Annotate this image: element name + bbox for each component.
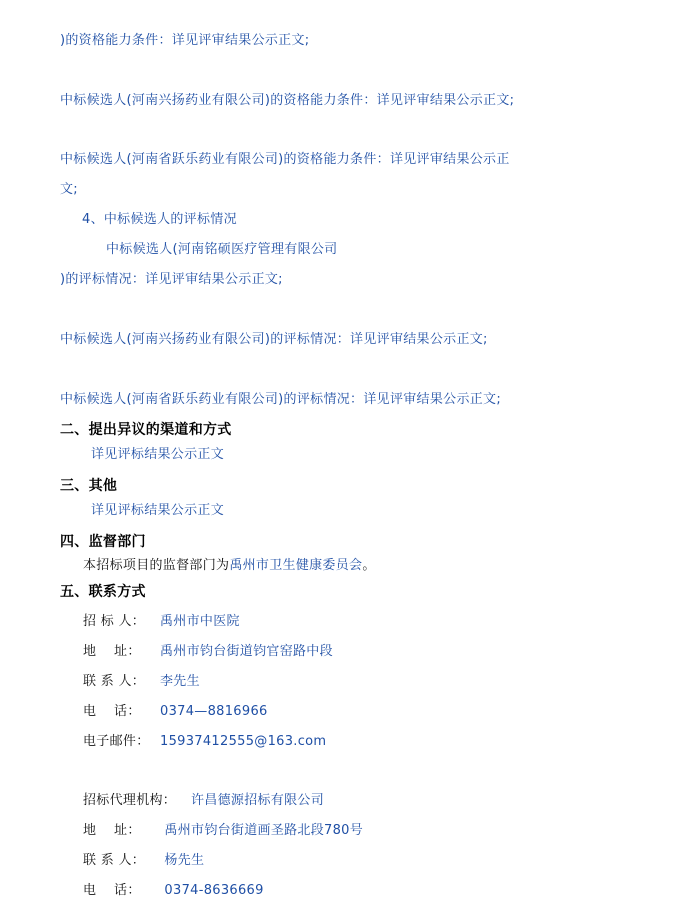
- qual-line-1: )的资格能力条件：详见评审结果公示正文;: [60, 33, 310, 48]
- qual-line-3b: 文;: [60, 182, 78, 197]
- section-3-heading: 三、其他: [60, 478, 118, 494]
- tenderer-phone-row: [83, 703, 268, 721]
- eval-line-4: 中标候选人(河南省跃乐药业有限公司)的评标情况：详见评审结果公示正文;: [60, 392, 502, 407]
- section-5-heading: 五、联系方式: [60, 584, 146, 600]
- section-4-heading: 四、监督部门: [60, 534, 146, 550]
- tenderer-contact-row: [83, 673, 200, 691]
- supervision-prefix: 本招标项目的监督部门为: [83, 558, 230, 573]
- tenderer-email-label: 电子邮件：: [83, 734, 150, 749]
- eval-line-1: 中标候选人(河南铭硕医疗管理有限公司: [106, 242, 338, 257]
- agency-name-label: 招标代理机构：: [83, 793, 177, 808]
- agency-contact-value: 杨先生: [160, 853, 205, 868]
- agency-address-label: 地 址：: [83, 823, 141, 838]
- section-2-text: 详见评标结果公示正文: [91, 447, 225, 462]
- qual-line-3a: 中标候选人(河南省跃乐药业有限公司)的资格能力条件：详见评审结果公示正: [60, 152, 510, 167]
- agency-name-value: 许昌德源招标有限公司: [191, 793, 325, 808]
- tenderer-email-row: [83, 733, 326, 751]
- agency-phone-label: 电 话：: [83, 883, 141, 898]
- agency-contact-label: 联 系 人：: [83, 853, 146, 868]
- supervision-text: [83, 557, 376, 575]
- supervision-dept: 禹州市卫生健康委员会: [229, 558, 363, 573]
- qual-line-2: 中标候选人(河南兴扬药业有限公司)的资格能力条件：详见评审结果公示正文;: [60, 93, 515, 108]
- tenderer-address-row: [83, 643, 333, 661]
- agency-address-value: 禹州市钧台街道画圣路北段780号: [160, 823, 364, 838]
- agency-phone-value: 0374-8636669: [160, 883, 264, 898]
- agency-phone-row: [83, 882, 264, 900]
- agency-contact-row: [83, 852, 204, 870]
- tenderer-contact-label: 联 系 人：: [83, 674, 146, 689]
- tenderer-name-value: 禹州市中医院: [160, 614, 240, 629]
- supervision-suffix: 。: [362, 558, 376, 573]
- tenderer-address-label: 地 址：: [83, 644, 141, 659]
- tenderer-address-value: 禹州市钧台街道钧官窑路中段: [160, 644, 333, 659]
- section-2-heading: 二、提出异议的渠道和方式: [60, 422, 232, 438]
- agency-address-row: [83, 822, 363, 840]
- eval-line-2: )的评标情况：详见评审结果公示正文;: [60, 272, 283, 287]
- tenderer-contact-value: 李先生: [160, 674, 200, 689]
- tenderer-name-row: [83, 613, 240, 631]
- tenderer-phone-label: 电 话：: [83, 704, 141, 719]
- agency-name-row: [83, 792, 324, 810]
- tenderer-name-label: 招 标 人：: [83, 614, 146, 629]
- evaluation-heading: 4、中标候选人的评标情况: [82, 212, 237, 227]
- tenderer-email-value[interactable]: 15937412555@163.com: [160, 734, 327, 749]
- section-3-text: 详见评标结果公示正文: [91, 503, 225, 518]
- tenderer-phone-value: 0374—8816966: [160, 704, 268, 719]
- eval-line-3: 中标候选人(河南兴扬药业有限公司)的评标情况：详见评审结果公示正文;: [60, 332, 488, 347]
